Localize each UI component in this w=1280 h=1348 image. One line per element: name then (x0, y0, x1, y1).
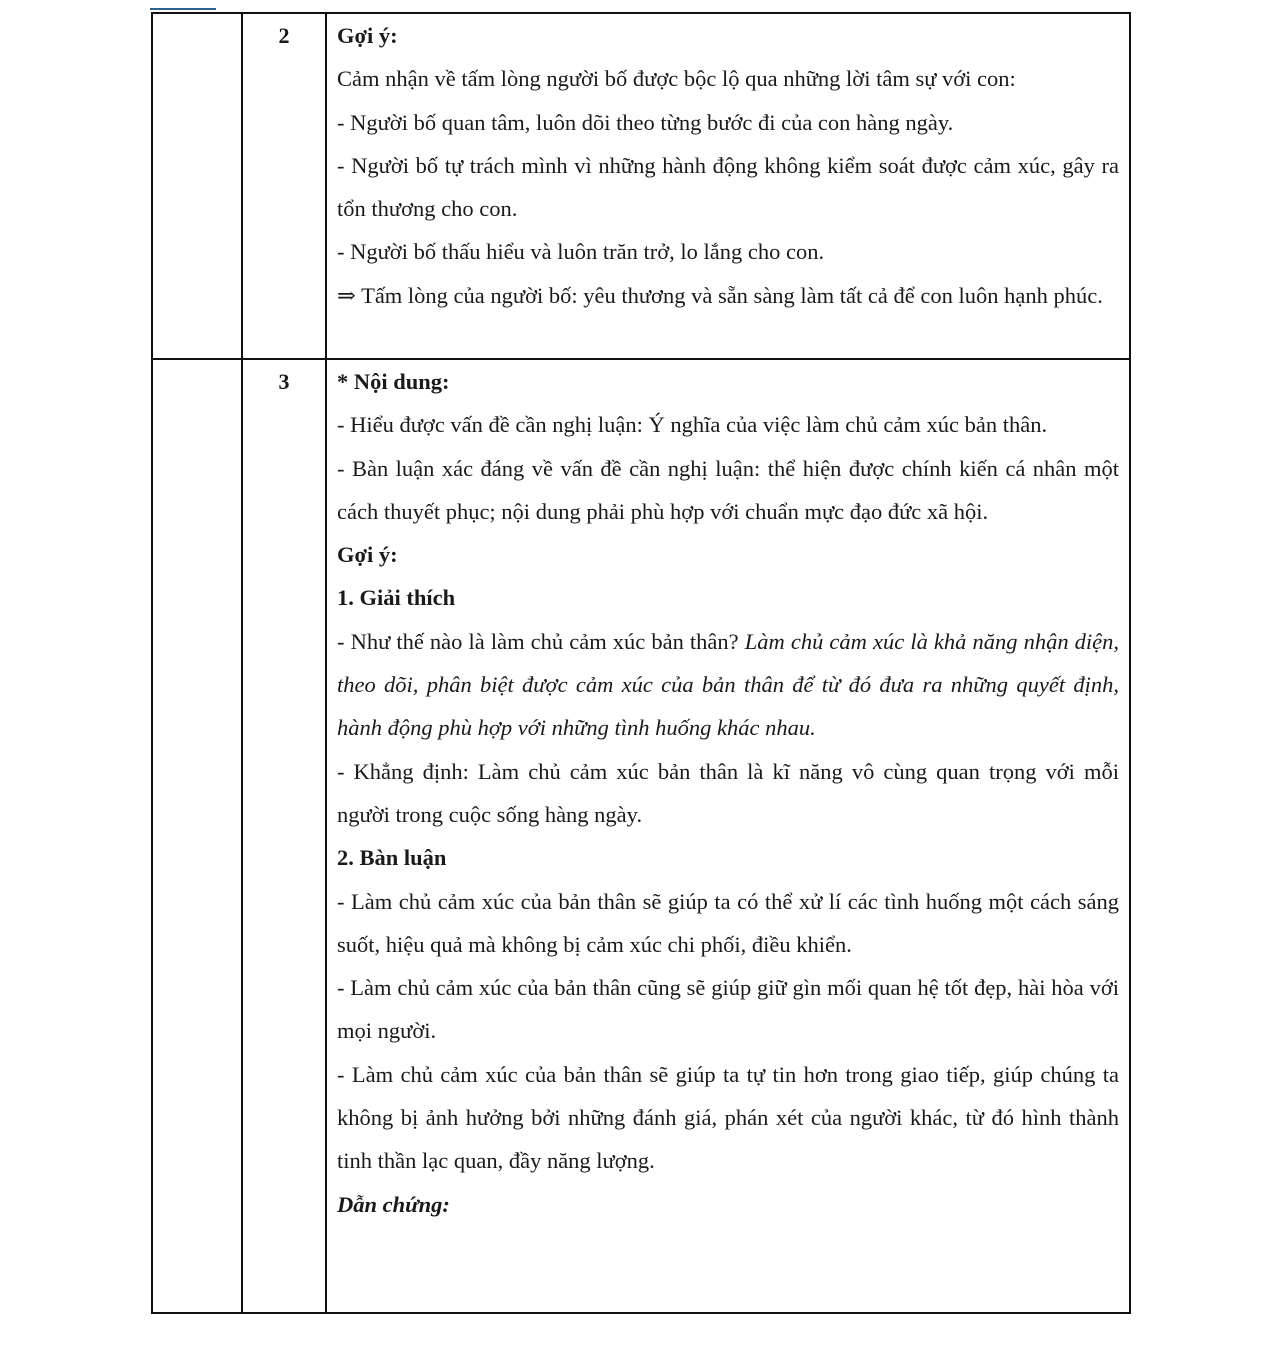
definition-question: - Như thế nào là làm chủ cảm xúc bản thân? (337, 628, 739, 654)
answer-table (151, 12, 1131, 1314)
paragraph: - Làm chủ cảm xúc của bản thân sẽ giúp ta có thể xử lí các tình huống một cách sáng suốt, hiệu quả mà không bị cảm xúc chi phối, điều khiển. (337, 888, 1119, 957)
section-title: 1. Giải thích (337, 585, 456, 611)
paragraph: - Làm chủ cảm xúc của bản thân sẽ giúp ta tự tin hơn trong giao tiếp, giúp chúng ta không bị ảnh hưởng bởi những đánh giá, phán xét của người khác, từ đó hình thành tinh thần lạc quan, đầy năng lượng. (337, 1061, 1119, 1174)
paragraph: - Người bố tự trách mình vì những hành động không kiểm soát được cảm xúc, gây ra tổn thương cho con. (337, 152, 1119, 222)
answer-cell (326, 13, 1130, 359)
hint-heading: Gợi ý: (337, 542, 398, 568)
section-title: 2. Bàn luận (337, 845, 447, 871)
paragraph: - Người bố thấu hiểu và luôn trăn trở, lo lắng cho con. (337, 239, 825, 265)
paragraph: Cảm nhận về tấm lòng người bố được bộc lộ qua những lời tâm sự với con: (337, 66, 1016, 92)
definition-text: Làm chủ cảm xúc là khả năng nhận diện, theo dõi, phân biệt được cảm xúc của bản thân để từ đó đưa ra những quyết định, hành động phù hợp với những tình huống khác nhau. (337, 628, 1120, 741)
answer-cell (326, 359, 1130, 1313)
evidence-heading: Dẫn chứng: (337, 1191, 450, 1217)
hint-heading: Gợi ý: (337, 23, 398, 48)
empty-cell (152, 13, 242, 359)
question-number: 3 (242, 359, 326, 1313)
paragraph: - Làm chủ cảm xúc của bản thân cũng sẽ giúp giữ gìn mối quan hệ tốt đẹp, hài hòa với mọi người. (337, 975, 1119, 1044)
paragraph: ⇒ Tấm lòng của người bố: yêu thương và sẵn sàng làm tất cả để con luôn hạnh phúc. (337, 282, 1103, 308)
paragraph: - Bàn luận xác đáng về vấn đề cần nghị luận: thể hiện được chính kiến cá nhân một cách thuyết phục; nội dung phải phù hợp với chuẩn mực đạo đức xã hội. (337, 455, 1119, 524)
paragraph (337, 620, 1119, 750)
content-heading: * Nội dung: (337, 369, 450, 394)
paragraph: - Người bố quan tâm, luôn dõi theo từng bước đi của con hàng ngày. (337, 109, 954, 135)
question-number: 2 (242, 13, 326, 359)
table-row (152, 13, 1130, 359)
paragraph: - Hiểu được vấn đề cần nghị luận: Ý nghĩa của việc làm chủ cảm xúc bản thân. (337, 412, 1048, 438)
empty-cell (152, 359, 242, 1313)
paragraph: - Khẳng định: Làm chủ cảm xúc bản thân là kĩ năng vô cùng quan trọng với mỗi người trong cuộc sống hàng ngày. (337, 758, 1119, 827)
header-rule (150, 8, 216, 10)
table-row (152, 359, 1130, 1313)
